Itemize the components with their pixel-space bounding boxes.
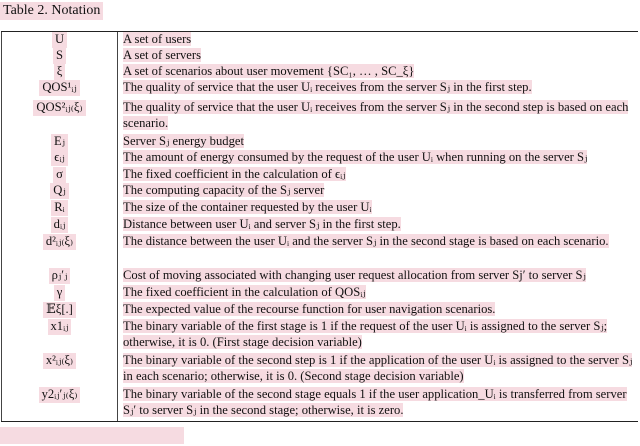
symbol: y2ᵢⱼ′ⱼ₍ξ₎	[39, 387, 81, 403]
description: A set of scenarios about user movement {SC₁, … , SC_ξ}	[123, 64, 415, 78]
description-cell	[118, 48, 639, 64]
table-row	[2, 167, 639, 183]
symbol: x1ᵢⱼ	[48, 319, 72, 335]
table-row	[2, 353, 639, 387]
description: The expected value of the recourse function for user navigation scenarios.	[123, 302, 496, 316]
description-cell	[118, 167, 639, 183]
description-cell	[118, 200, 639, 217]
symbol-cell	[2, 134, 118, 150]
description: The fixed coefficient in the calculation of QOSᵢⱼ	[123, 285, 366, 299]
description-cell	[118, 302, 639, 319]
symbol: ϵᵢⱼ	[51, 150, 68, 166]
table-row	[2, 32, 639, 48]
table-row	[2, 387, 639, 421]
description: The quality of service that the user Uᵢ receives from the server Sⱼ in the first step.	[123, 80, 532, 94]
table-row	[2, 217, 639, 234]
description-cell	[118, 387, 639, 421]
table-row	[2, 234, 639, 268]
symbol-cell	[2, 353, 118, 387]
table-row	[2, 80, 639, 100]
symbol-cell	[2, 150, 118, 167]
description: The binary variable of the second step is 1 if the application of the user Uᵢ is assigned to the server Sⱼ in each scenario; otherwise, it is 0. (Second stage decision variable)	[123, 353, 633, 383]
table-row	[2, 64, 639, 80]
symbol-cell	[2, 217, 118, 234]
symbol-cell	[2, 234, 118, 268]
table-row	[2, 200, 639, 217]
symbol: dᵢⱼ	[51, 217, 69, 233]
symbol: ξ	[54, 64, 66, 80]
symbol: Qⱼ	[50, 183, 68, 199]
table-row	[2, 134, 639, 150]
description-cell	[118, 183, 639, 200]
symbol-cell	[2, 387, 118, 421]
symbol: QOS²ᵢⱼ₍ξ₎	[33, 100, 85, 116]
table-row	[2, 285, 639, 302]
description: The fixed coefficient in the calculation of ϵᵢⱼ	[123, 167, 346, 181]
symbol-cell	[2, 268, 118, 285]
notation-table-body	[2, 32, 639, 421]
symbol: Eⱼ	[51, 134, 68, 150]
description: The amount of energy consumed by the request of the user Uᵢ when running on the server Sⱼ	[123, 150, 588, 164]
symbol: σ	[53, 167, 66, 183]
description: The distance between the user Uᵢ and the server Sⱼ in the second stage is based on each scenario.	[123, 234, 609, 248]
symbol-cell	[2, 48, 118, 64]
symbol: 𝔼ξ[.]	[43, 302, 76, 318]
description: A set of servers	[123, 48, 201, 62]
description: Distance between user Uᵢ and server Sⱼ in the first step.	[123, 217, 401, 231]
symbol: γ	[54, 285, 66, 301]
description-cell	[118, 100, 639, 134]
description-cell	[118, 32, 639, 48]
symbol-cell	[2, 200, 118, 217]
symbol-cell	[2, 183, 118, 200]
description: The size of the container requested by the user Uᵢ	[123, 200, 372, 214]
symbol-cell	[2, 302, 118, 319]
symbol-cell	[2, 319, 118, 353]
description: The binary variable of the first stage is 1 if the request of the user Uᵢ is assigned to the server Sⱼ; otherwise, it is 0. (First stage decision variable)	[123, 319, 608, 349]
symbol-cell	[2, 64, 118, 80]
description: The quality of service that the user Uᵢ receives from the server Sⱼ in the second step is based on each scenario.	[123, 100, 629, 130]
table-row	[2, 268, 639, 285]
table-row	[2, 100, 639, 134]
symbol: U	[52, 32, 67, 48]
symbol: QOS¹ᵢⱼ	[39, 80, 79, 96]
description: Cost of moving associated with changing user request allocation from server Sj′ to server Sⱼ	[123, 268, 586, 282]
description-cell	[118, 319, 639, 353]
symbol: d²ᵢⱼ₍ξ₎	[43, 234, 76, 250]
description: A set of users	[123, 32, 192, 46]
symbol: Rᵢ	[51, 200, 67, 216]
symbol: ρⱼ′ⱼ	[49, 268, 71, 284]
table-row	[2, 48, 639, 64]
description-cell	[118, 150, 639, 167]
description: The computing capacity of the Sⱼ server	[123, 183, 325, 197]
symbol-cell	[2, 285, 118, 302]
description-cell	[118, 134, 639, 150]
description-cell	[118, 268, 639, 285]
symbol: S	[53, 48, 66, 64]
description-cell	[118, 64, 639, 80]
symbol: x²ᵢⱼ₍ξ₎	[43, 353, 76, 369]
description-cell	[118, 80, 639, 100]
table-caption: Table 2. Notation	[0, 2, 103, 20]
symbol-cell	[2, 100, 118, 134]
symbol-cell	[2, 167, 118, 183]
description: The binary variable of the second stage equals 1 if the user application_Uᵢ is transferred from server Sⱼ′ to server Sⱼ in the second stage; otherwise, it is zero.	[123, 387, 627, 417]
table-row	[2, 302, 639, 319]
highlight-bar	[0, 427, 184, 444]
description-cell	[118, 234, 639, 268]
description-cell	[118, 353, 639, 387]
symbol-cell	[2, 80, 118, 100]
description-cell	[118, 285, 639, 302]
description-cell	[118, 217, 639, 234]
table-row	[2, 319, 639, 353]
description: Server Sⱼ energy budget	[123, 134, 244, 148]
symbol-cell	[2, 32, 118, 48]
table-row	[2, 183, 639, 200]
notation-table	[1, 31, 638, 422]
table-row	[2, 150, 639, 167]
